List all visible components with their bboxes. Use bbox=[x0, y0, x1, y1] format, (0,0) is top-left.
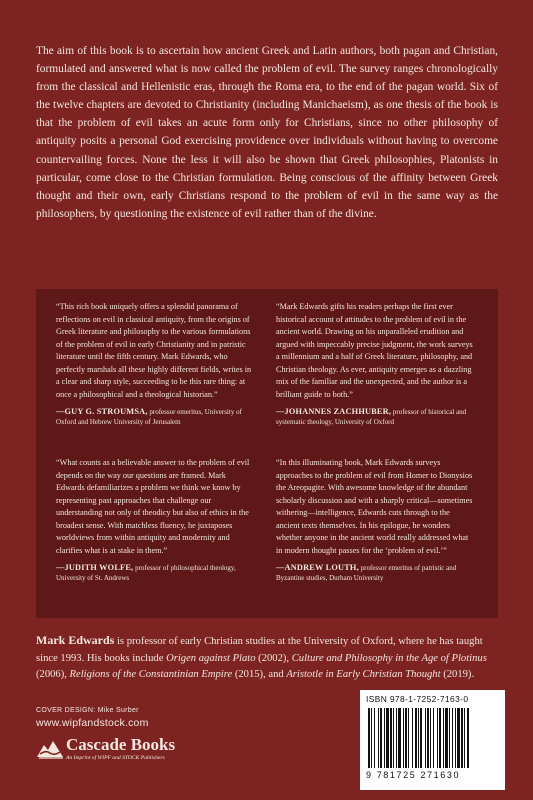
isbn-digits: 9 781725 271630 bbox=[366, 770, 461, 780]
author-name: Mark Edwards bbox=[36, 633, 115, 647]
bio-sep-3: (2015), and bbox=[232, 669, 287, 680]
endorsement-quote: “What counts as a believable answer to the problem of evil depends on the way our questions are framed. Mark Edwards defamiliarizes a problem we think we know by representing past approaches that challenge our understanding not only of theodicy but also of ethics in the broadest sense. With matchless fluency, he juxtaposes worldviews from within antiquity and modernity and clarifies what is at stake in them.” bbox=[56, 458, 250, 555]
book-description: The aim of this book is to ascertain how ancient Greek and Latin authors, both pagan and Christian, formulated and answered what is now called the problem of evil. The survey ranges chronologically from the classical and Hellenistic eras, through the Roma era, to the end of the pagan world. Six of the twelve chapters are devoted to Christianity (including Manichaeism), as one thesis of the book is that the problem of evil takes an acute form only for Christians, since no other philosophy of antiquity posits a personal God exercising providence over individuals without having to overcome countervailing forces. None the less it will also be shown that Greek philosophies, Platonists in particular, come close to the Christian formulation. Being conscious of the affinity between Greek thought and their own, early Christians respond to the problem of evil in the same way as the philosophers, by questioning the existence of evil rather than of the divine. bbox=[36, 45, 498, 220]
publisher-name: Cascade Books bbox=[66, 735, 176, 754]
endorser-name: —GUY G. STROUMSA, bbox=[56, 407, 148, 416]
endorsement-louth bbox=[276, 457, 474, 583]
author-bio bbox=[36, 632, 498, 684]
endorser-affiliation: professor of historical and systematic theology, University of Oxford bbox=[276, 408, 467, 426]
endorser-affiliation: professor emeritus, University of Oxford and Hebrew University of Jerusalem bbox=[56, 408, 242, 426]
endorsement-attribution bbox=[276, 563, 474, 583]
endorser-name: —JOHANNES ZACHHUBER, bbox=[276, 407, 392, 416]
endorser-affiliation: professor of philosophical theology, University of St. Andrews bbox=[56, 564, 236, 582]
bio-intro: is professor of early Christian studies at the University of Oxford, where he has taught since 1993. His books include bbox=[36, 636, 483, 664]
book-title-3: Religions of the Constantinian Empire bbox=[69, 669, 233, 680]
endorsement-stroumsa bbox=[56, 301, 254, 427]
credits bbox=[36, 707, 149, 729]
cascade-mountain-icon bbox=[36, 735, 64, 761]
endorsement-zachhuber bbox=[276, 301, 474, 427]
endorsement-quote: “This rich book uniquely offers a splendid panorama of reflections on evil in classical antiquity, from the origins of Greek literature and philosophy to the various formulations of the problem of evil in early Christianity and in patristic literature until the fifth century. Mark Edwards, who perfectly marshals all these highly different fields, writes in a clear and sharp style, succeeding to be this rare thing: at once a philosophical and a theological historian.” bbox=[56, 302, 252, 399]
endorsement-quote: “Mark Edwards gifts his readers perhaps the first ever historical account of attitudes to the problem of evil in the ancient world. Drawing on his unparalleled erudition and argued with impeccably precise judgment, the work surveys a millennium and a half of Greek literature, philosophy, and Christian theology. As ever, antiquity emerges as a dazzling mix of the familiar and the unexpected, and the author is a brilliant guide to both.” bbox=[276, 302, 473, 399]
endorser-affiliation: professor emeritus of patristic and Byzantine studies, Durham University bbox=[276, 564, 457, 582]
endorsement-attribution bbox=[276, 407, 474, 427]
endorser-name: —JUDITH WOLFE, bbox=[56, 563, 134, 572]
bio-end: (2019). bbox=[440, 669, 475, 680]
barcode-bars bbox=[366, 708, 499, 770]
book-title-2: Culture and Philosophy in the Age of Plotinus bbox=[291, 652, 487, 664]
endorsements-panel bbox=[36, 289, 498, 618]
book-title-1: Origen against Plato bbox=[166, 652, 256, 664]
isbn-label: ISBN 978-1-7252-7163-0 bbox=[366, 694, 469, 704]
endorser-name: —ANDREW LOUTH, bbox=[276, 563, 359, 572]
endorsement-attribution bbox=[56, 407, 254, 427]
publisher-logo bbox=[36, 735, 226, 765]
cover-design-credit: COVER DESIGN: Mike Surber bbox=[36, 707, 139, 714]
endorsement-wolfe bbox=[56, 457, 254, 583]
book-title-4: Aristotle in Early Christian Thought bbox=[286, 669, 441, 680]
endorsement-quote: “In this illuminating book, Mark Edwards surveys approaches to the problem of evil from Homer to Dionysios the Areopagite. With awesome knowledge of the abundant scholarly discussion and with a sharply critical—sometimes withering—intelligence, Edwards cuts through to the ancient texts themselves. In his epilogue, he wonders whether anyone in the ancient world really addressed what in modern thought passes for the ‘problem of evil.’” bbox=[276, 458, 473, 555]
bio-sep-2: (2006), bbox=[36, 669, 70, 680]
bio-sep-1: (2002), bbox=[255, 652, 292, 664]
barcode bbox=[360, 690, 505, 790]
publisher-url[interactable]: www.wipfandstock.com bbox=[36, 717, 149, 729]
publisher-tagline: An Imprint of WIPF and STOCK Publishers bbox=[66, 755, 165, 761]
endorsement-attribution bbox=[56, 563, 254, 583]
